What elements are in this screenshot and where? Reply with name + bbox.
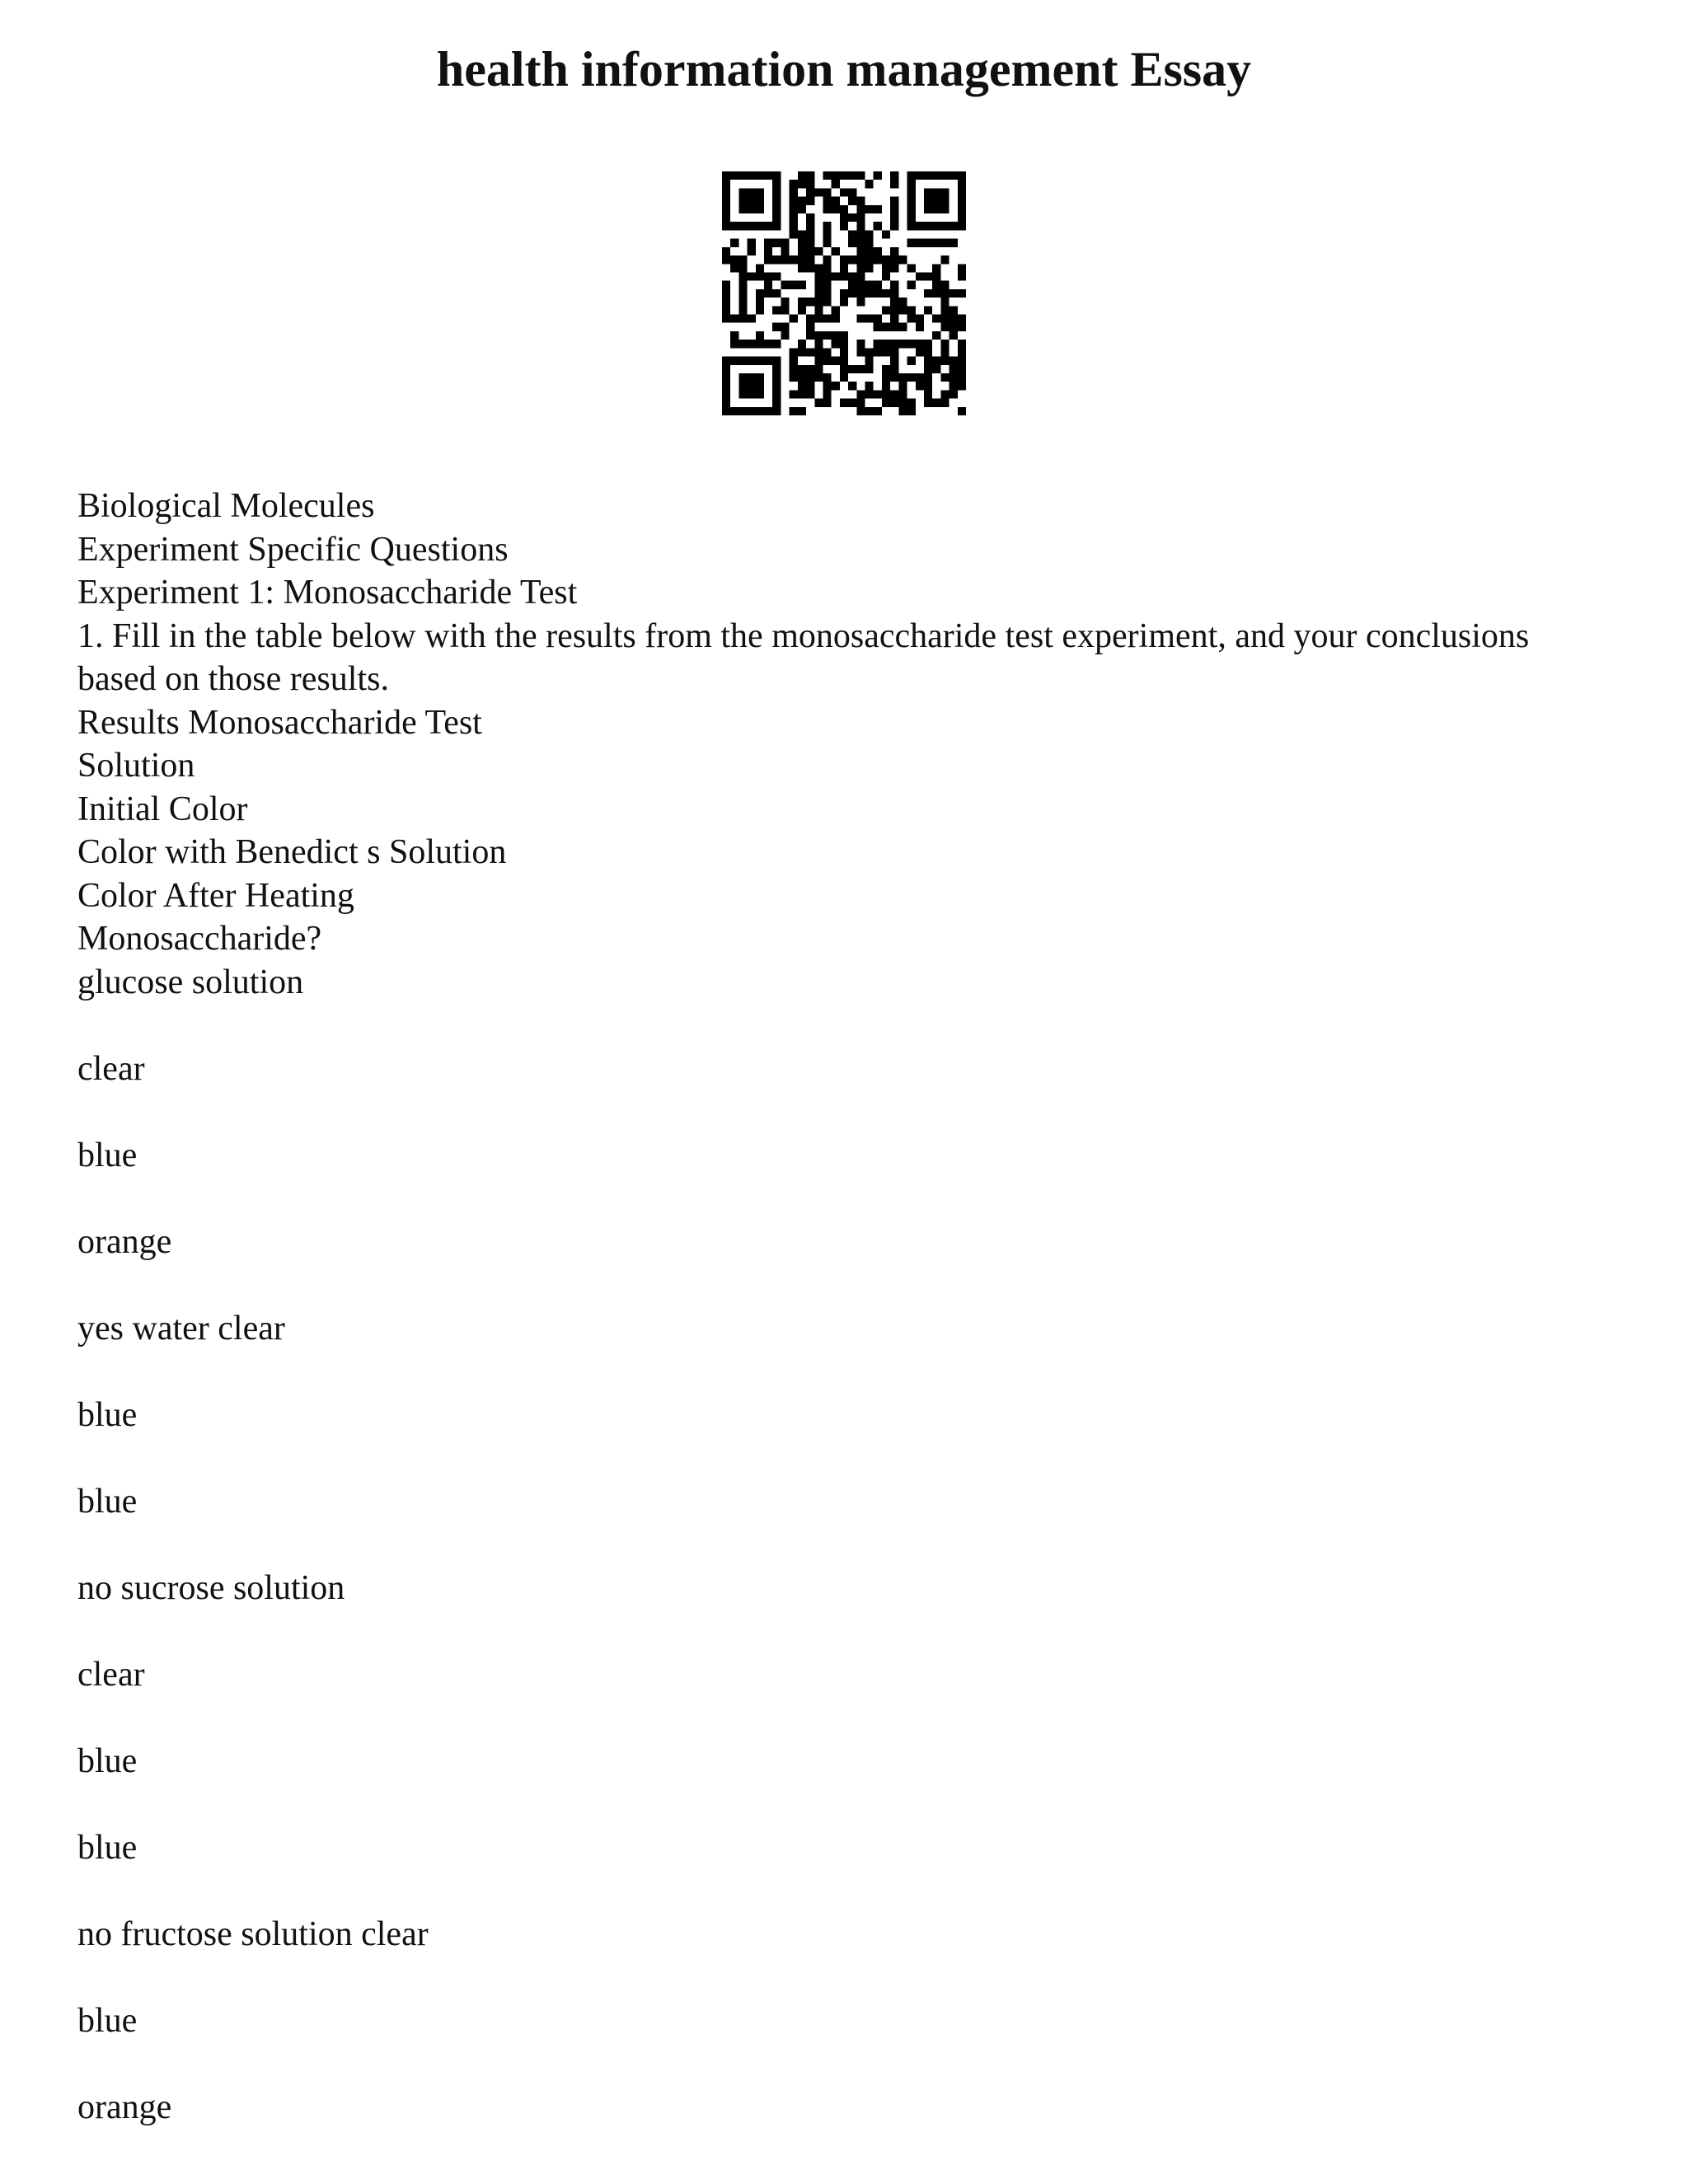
table-cell: blue [77, 1741, 138, 1780]
subsection-title: Experiment Specific Questions [77, 530, 509, 569]
table-header-monosaccharide: Monosaccharide? [77, 920, 322, 958]
table-cell: blue [77, 1395, 138, 1434]
qr-code-graphic [722, 171, 966, 415]
table-cell: glucose solution [77, 963, 304, 1001]
table-cell: yes water clear [77, 1309, 285, 1347]
table-cell: blue [77, 2001, 138, 2040]
table-cell: no fructose solution clear [77, 1915, 429, 1953]
table-header-benedict-color: Color with Benedict s Solution [77, 833, 507, 871]
experiment-title: Experiment 1: Monosaccharide Test [77, 574, 578, 612]
question-text: 1. Fill in the table below with the results from the monosaccharide test experiment, and your conclusions based on those results. [77, 616, 1530, 698]
table-header-solution: Solution [77, 747, 195, 785]
table-cell: blue [77, 1828, 138, 1867]
page-title: health information management Essay [436, 42, 1252, 96]
table-caption: Results Monosaccharide Test [77, 703, 482, 742]
table-header-heating-color: Color After Heating [77, 876, 354, 915]
qr-code-icon [722, 171, 966, 415]
document-body [77, 485, 1611, 2172]
table-cell: blue [77, 1482, 138, 1521]
table-cell: orange [77, 1222, 172, 1261]
table-cell: orange [77, 2088, 172, 2126]
section-title: Biological Molecules [77, 487, 375, 525]
table-cell: clear [77, 1049, 145, 1088]
table-cell: no sucrose solution [77, 1568, 345, 1607]
table-cell: blue [77, 1136, 138, 1174]
table-header-initial-color: Initial Color [77, 790, 248, 828]
table-cell: clear [77, 1655, 145, 1694]
